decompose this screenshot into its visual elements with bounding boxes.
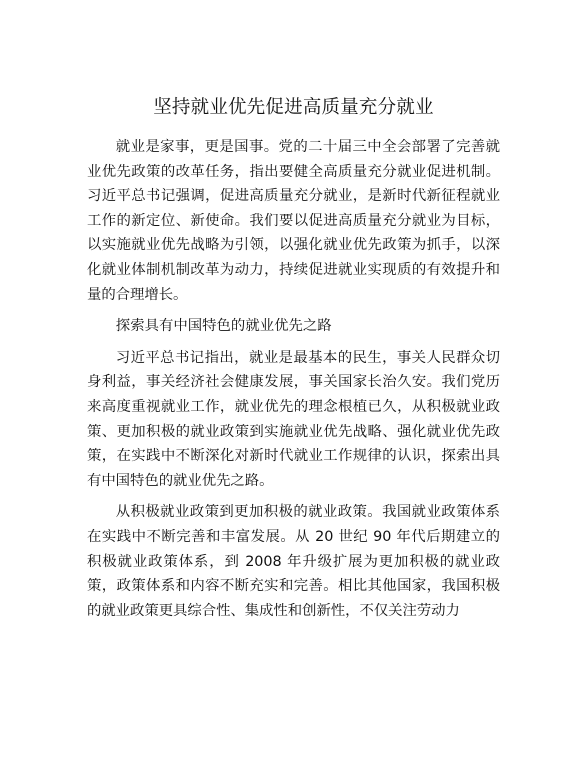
document-title: 坚持就业优先促进高质量充分就业 <box>153 97 434 118</box>
paragraph-section-2: 从积极就业政策到更加积极的就业政策。我国就业政策体系在实践中不断完善和丰富发展。从 20 世纪 90 年代后期建立的积极就业政策体系，到 2008 年升级扩展为更加积极的就业政策，政策体系和内容不断充实和完善。相比其他国家，我国积极的就业政策更具综合性、集成性和创新性，不仅关注劳动力 <box>87 504 500 619</box>
paragraph-intro: 就业是家事，更是国事。党的二十届三中全会部署了完善就业优先政策的改革任务，指出要健全高质量充分就业促进机制。习近平总书记强调，促进高质量充分就业，是新时代新征程就业工作的新定位、新使命。我们要以促进高质量充分就业为目标，以实施就业优先战略为引领，以强化就业优先政策为抓手，以深化就业体制机制改革为动力，持续促进就业实现质的有效提升和量的合理增长。 <box>87 139 500 303</box>
document-page <box>87 96 500 630</box>
section-heading: 探索具有中国特色的就业优先之路 <box>115 318 332 335</box>
paragraph-section-1: 习近平总书记指出，就业是最基本的民生，事关人民群众切身利益，事关经济社会健康发展，事关国家长治久安。我们党历来高度重视就业工作，就业优先的理念根植已久，从积极就业政策、更加积极的就业政策到实施就业优先战略、强化就业优先政策，在实践中不断深化对新时代就业工作规律的认识，探索出具有中国特色的就业优先之路。 <box>87 349 500 489</box>
